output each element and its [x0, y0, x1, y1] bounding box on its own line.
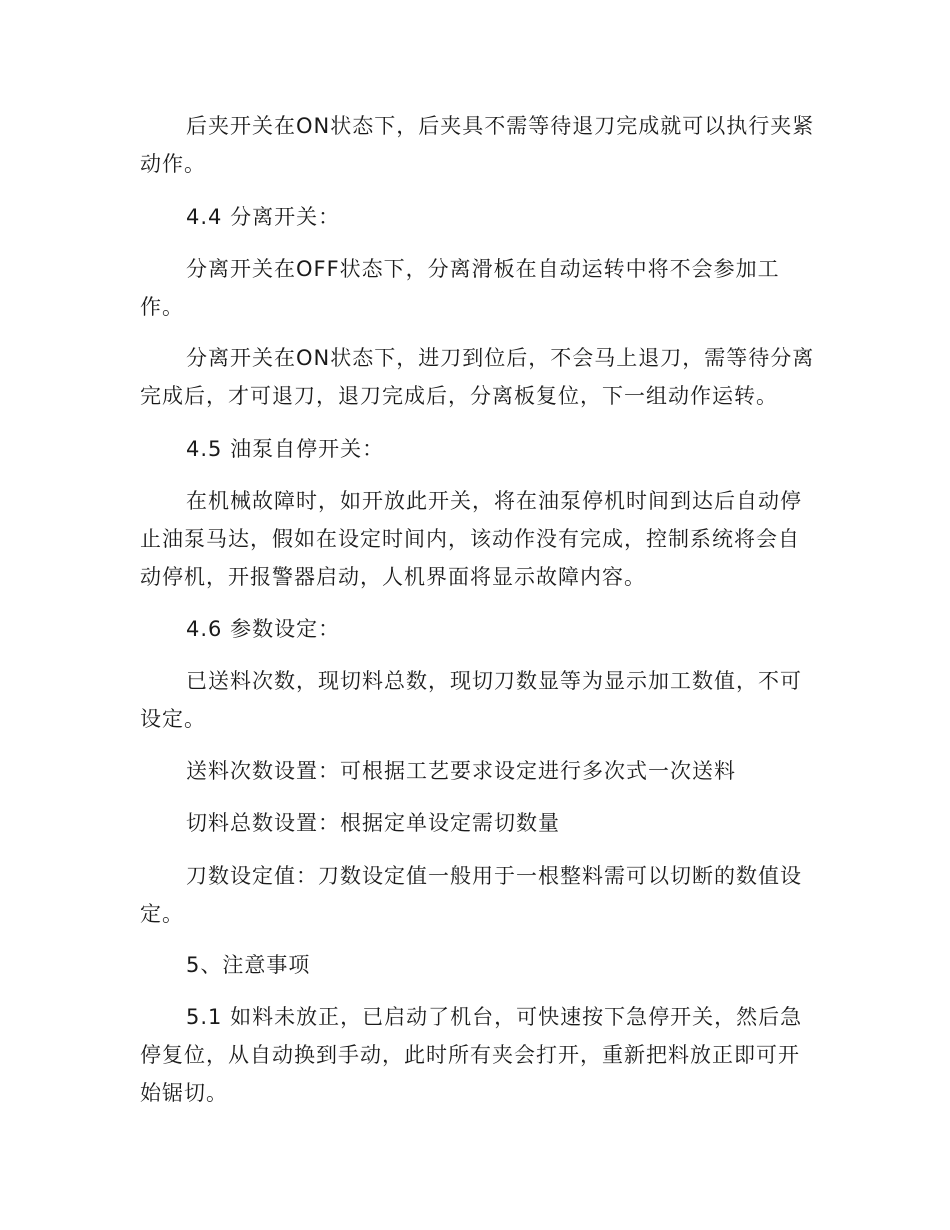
paragraph-cut-total: 切料总数设置：根据定单设定需切数量: [186, 811, 560, 835]
heading-5: 5、注意事项: [186, 953, 311, 977]
paragraph-rear-clamp: 后夹开关在ON状态下，后夹具不需等待退刀完成就可以执行夹紧动作。: [140, 114, 815, 176]
paragraph-separate-off: 分离开关在OFF状态下，分离滑板在自动运转中将不会参加工作。: [140, 257, 780, 319]
heading-4-5: 4.5 油泵自停开关：: [186, 437, 385, 461]
paragraph-oil-pump: 在机械故障时，如开放此开关，将在油泵停机时间到达后自动停止油泵马达，假如在设定时间内，该动作没有完成，控制系统将会自动停机，开报警器启动，人机界面将显示故障内容。: [140, 489, 802, 589]
paragraph-5-1: 5.1 如料未放正，已启动了机台，可快速按下急停开关，然后急停复位，从自动换到手动，此时所有夹会打开，重新把料放正即可开始锯切。: [140, 1005, 803, 1105]
paragraph-display-values: 已送料次数，现切料总数，现切刀数显等为显示加工数值，不可设定。: [140, 669, 802, 731]
heading-4-4: 4.4 分离开关：: [186, 205, 341, 229]
paragraph-feed-count: 送料次数设置：可根据工艺要求设定进行多次式一次送料: [186, 759, 736, 783]
paragraph-blade-count: 刀数设定值：刀数设定值一般用于一根整料需可以切断的数值设定。: [140, 864, 802, 926]
heading-4-6: 4.6 参数设定：: [186, 617, 341, 641]
paragraph-separate-on: 分离开关在ON状态下，进刀到位后，不会马上退刀，需等待分离完成后，才可退刀，退刀完成后，分离板复位，下一组动作运转。: [140, 346, 815, 408]
